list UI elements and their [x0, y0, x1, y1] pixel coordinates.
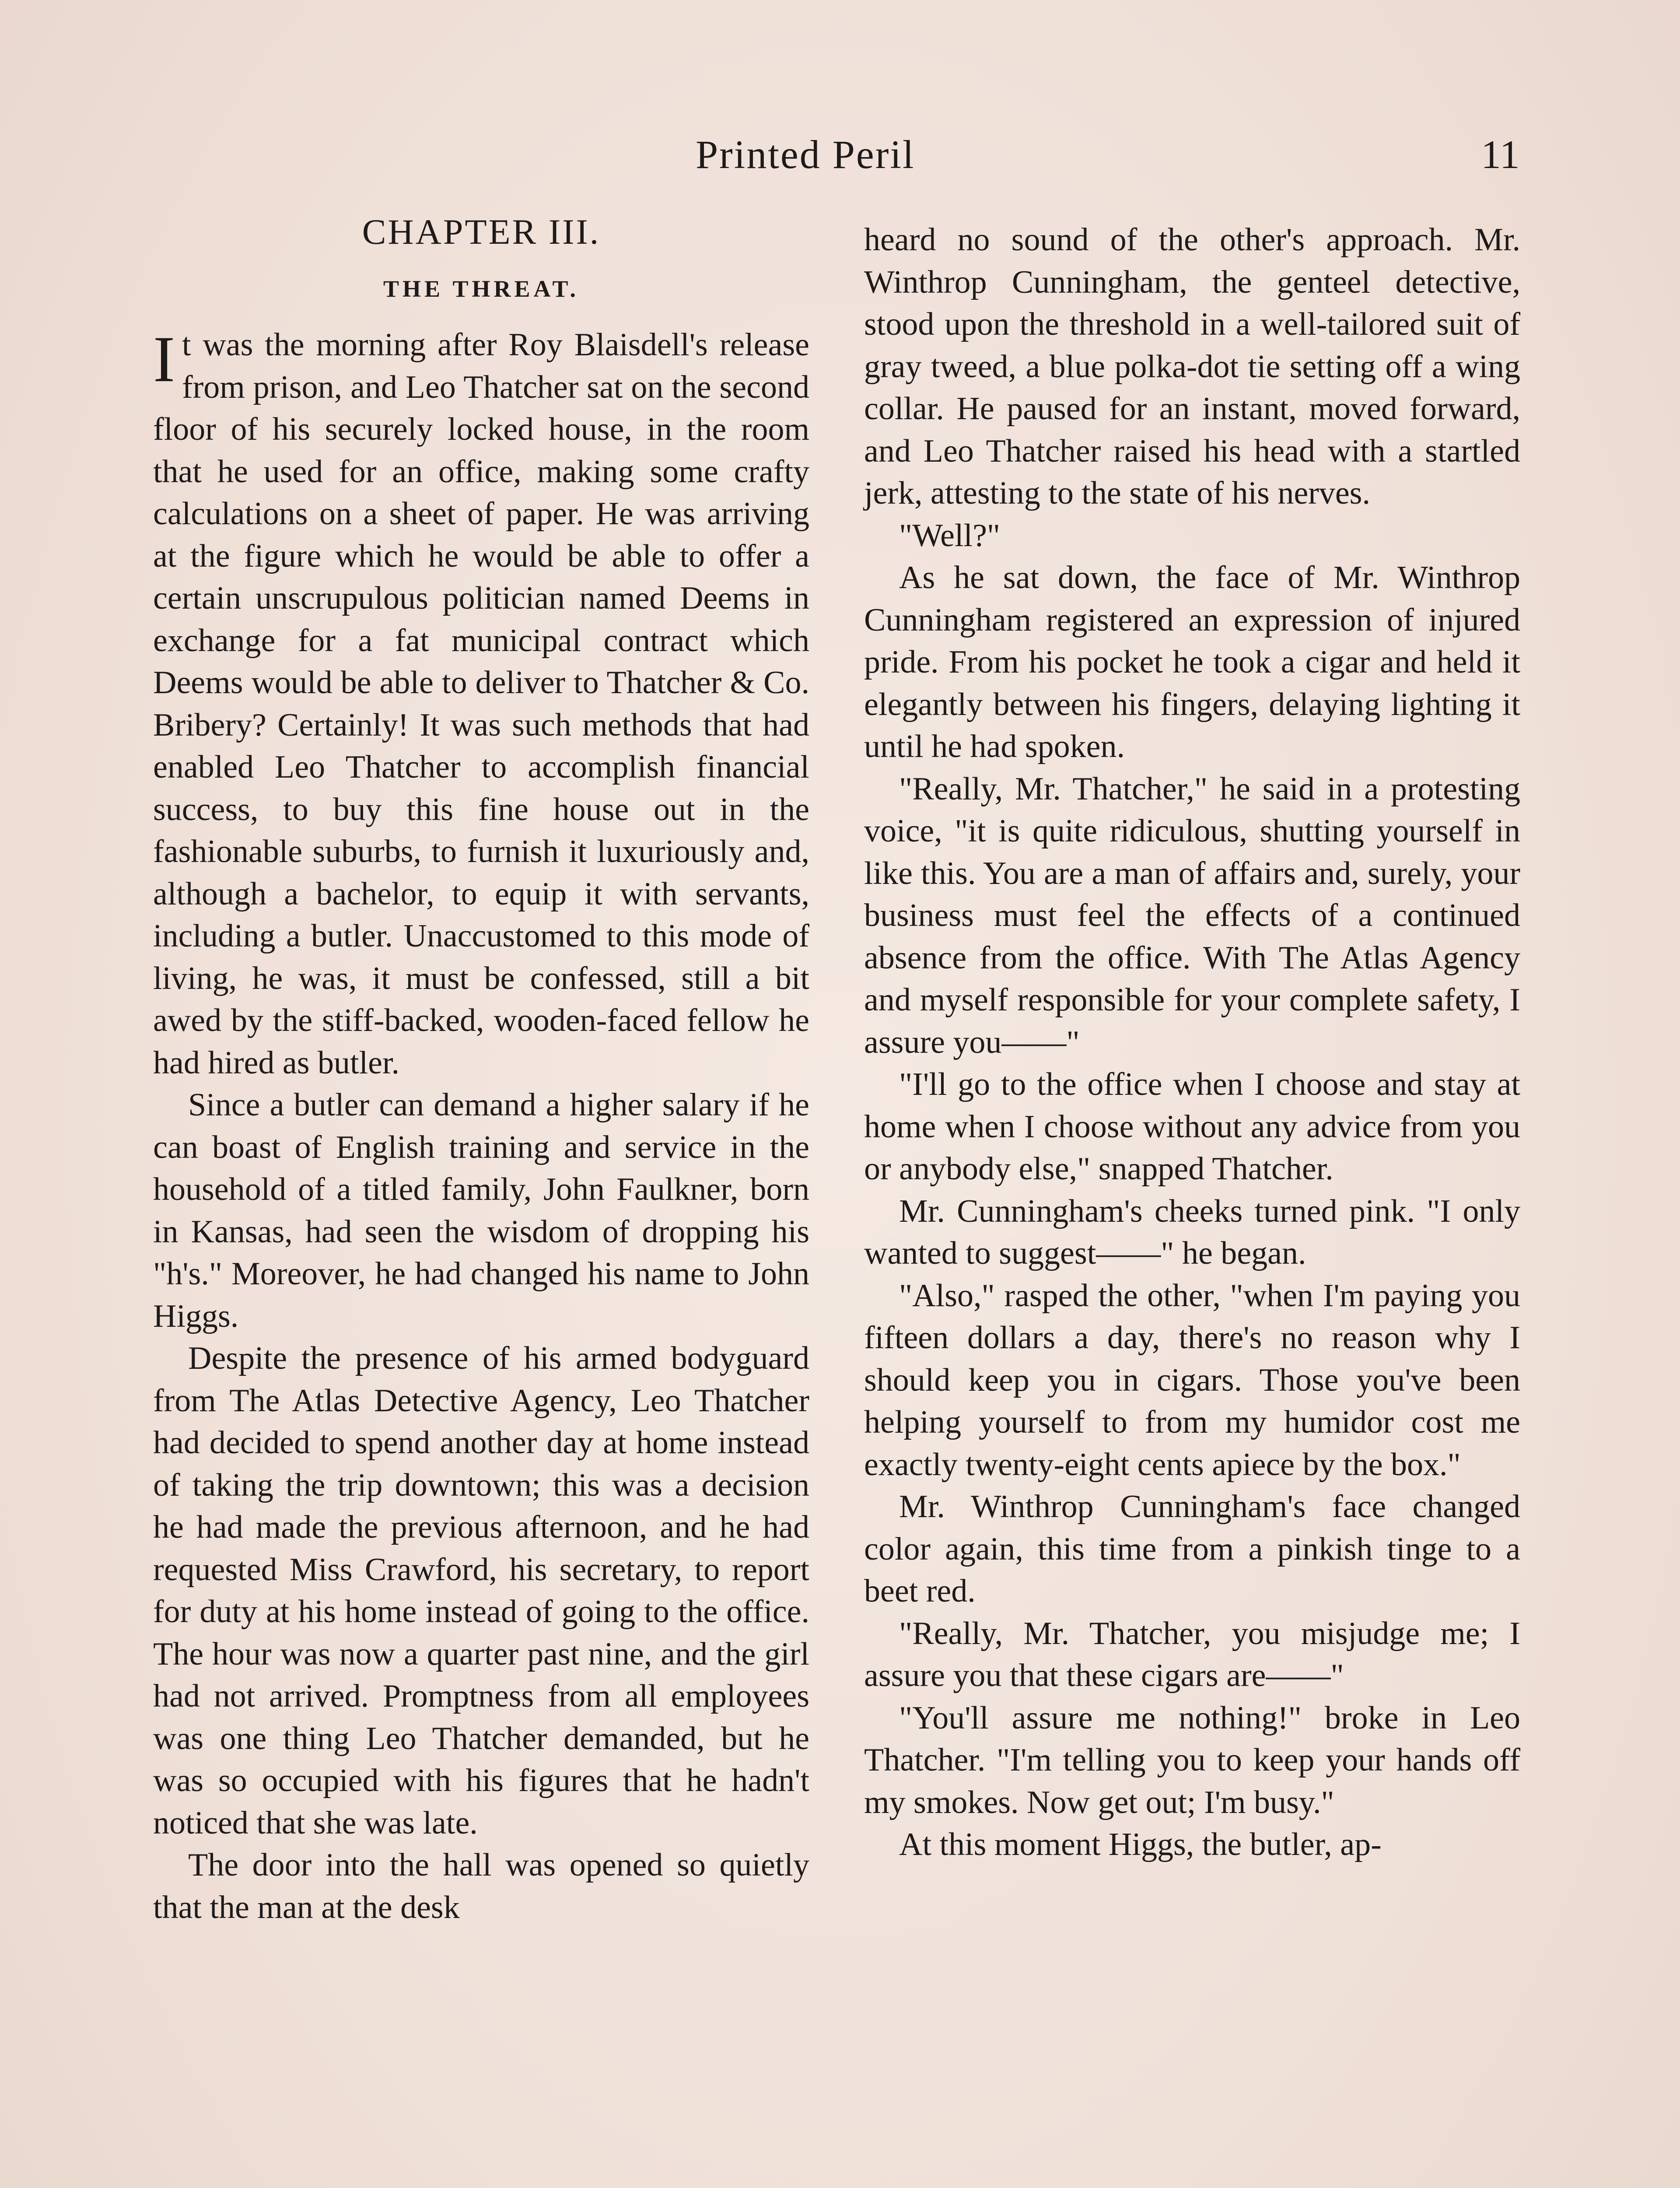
paragraph: "Really, Mr. Thatcher, you misjudge me; I assure you that these cigars are——" [864, 1615, 1520, 1694]
running-title: Printed Peril [696, 132, 915, 177]
paragraph: The door into the hall was opened so quietly that the man at the desk [153, 1847, 809, 1925]
paragraph: "Well?" [899, 517, 1001, 554]
page-header [0, 131, 1680, 184]
chapter-heading: CHAPTER III. [362, 212, 601, 252]
paragraph: Since a butler can demand a higher salary if he can boast of English training and service in the household of a titled family, John Faulkner, born in Kansas, had seen the wisdom of dropping his "h's." Moreover, he had changed his name to John Higgs. [153, 1087, 809, 1334]
paragraph: Despite the presence of his armed bodyguard from The Atlas Detective Agency, Leo Thatcher had decided to spend another day at home instead of taking the trip downtown; this was a decision he had made the previous afternoon, and he had requested Miss Crawford, his secretary, to report for duty at his home instead of going to the office. The hour was now a quarter past nine, and the girl had not arrived. Promptness from all employees was one thing Leo Thatcher demanded, but he was so occupied with his figures that he hadn't noticed that she was late. [153, 1340, 809, 1841]
paragraph: "You'll assure me nothing!" broke in Leo Thatcher. "I'm telling you to keep your hands off my smokes. Now get out; I'm busy." [864, 1700, 1520, 1820]
paragraph: "Also," rasped the other, "when I'm paying you fifteen dollars a day, there's no reason why I should keep you in cigars. Those you've been helping yourself to from my humidor cost me exactly twenty-eight cents apiece by the box." [864, 1277, 1520, 1483]
chapter-subheading: THE THREAT. [383, 276, 580, 302]
paragraph: "I'll go to the office when I choose and stay at home when I choose without any advice from you or anybody else," snapped Thatcher. [864, 1066, 1520, 1187]
paragraph: As he sat down, the face of Mr. Winthrop Cunningham registered an expression of injured pride. From his pocket he took a cigar and held it elegantly between his fingers, delaying lighting it until he had spoken. [864, 560, 1520, 764]
paragraph: Mr. Cunningham's cheeks turned pink. "I only wanted to suggest——" he began. [864, 1193, 1520, 1271]
left-column [153, 210, 809, 1929]
paragraph: Mr. Winthrop Cunningham's face changed color again, this time from a pinkish tinge to a beet red. [864, 1489, 1520, 1609]
paragraph: "Really, Mr. Thatcher," he said in a protesting voice, "it is quite ridiculous, shutting yourself in like this. You are a man of affairs and, surely, your business must feel the effects of a continued absence from the office. With The Atlas Agency and myself responsible for your complete safety, I assure you——" [864, 771, 1520, 1060]
right-column [864, 219, 1520, 1866]
paragraph: heard no sound of the other's approach. Mr. Winthrop Cunningham, the genteel detective, stood upon the threshold in a well-tailored suit of gray tweed, a blue polka-dot tie setting off a wing collar. He paused for an instant, moved forward, and Leo Thatcher raised his head with a startled jerk, attesting to the state of his nerves. [864, 222, 1520, 511]
page-number: 11 [1481, 132, 1520, 177]
paragraph: It was the morning after Roy Blaisdell's release from prison, and Leo Thatcher sat on the second floor of his securely locked house, in the room that he used for an office, making some crafty calculations on a sheet of paper. He was arriving at the figure which he would be able to offer a certain unscrupulous politician named Deems in exchange for a fat municipal contract which Deems would be able to deliver to Thatcher & Co. Bribery? Certainly! It was such methods that had enabled Leo Thatcher to accomplish financial success, to buy this fine house out in the fashionable suburbs, to furnish it luxuriously and, although a bachelor, to equip it with servants, including a butler. Unaccustomed to this mode of living, he was, it must be confessed, still a bit awed by the stiff-backed, wooden-faced fellow he had hired as butler. [153, 323, 809, 1081]
paragraph: At this moment Higgs, the butler, ap- [899, 1827, 1382, 1862]
